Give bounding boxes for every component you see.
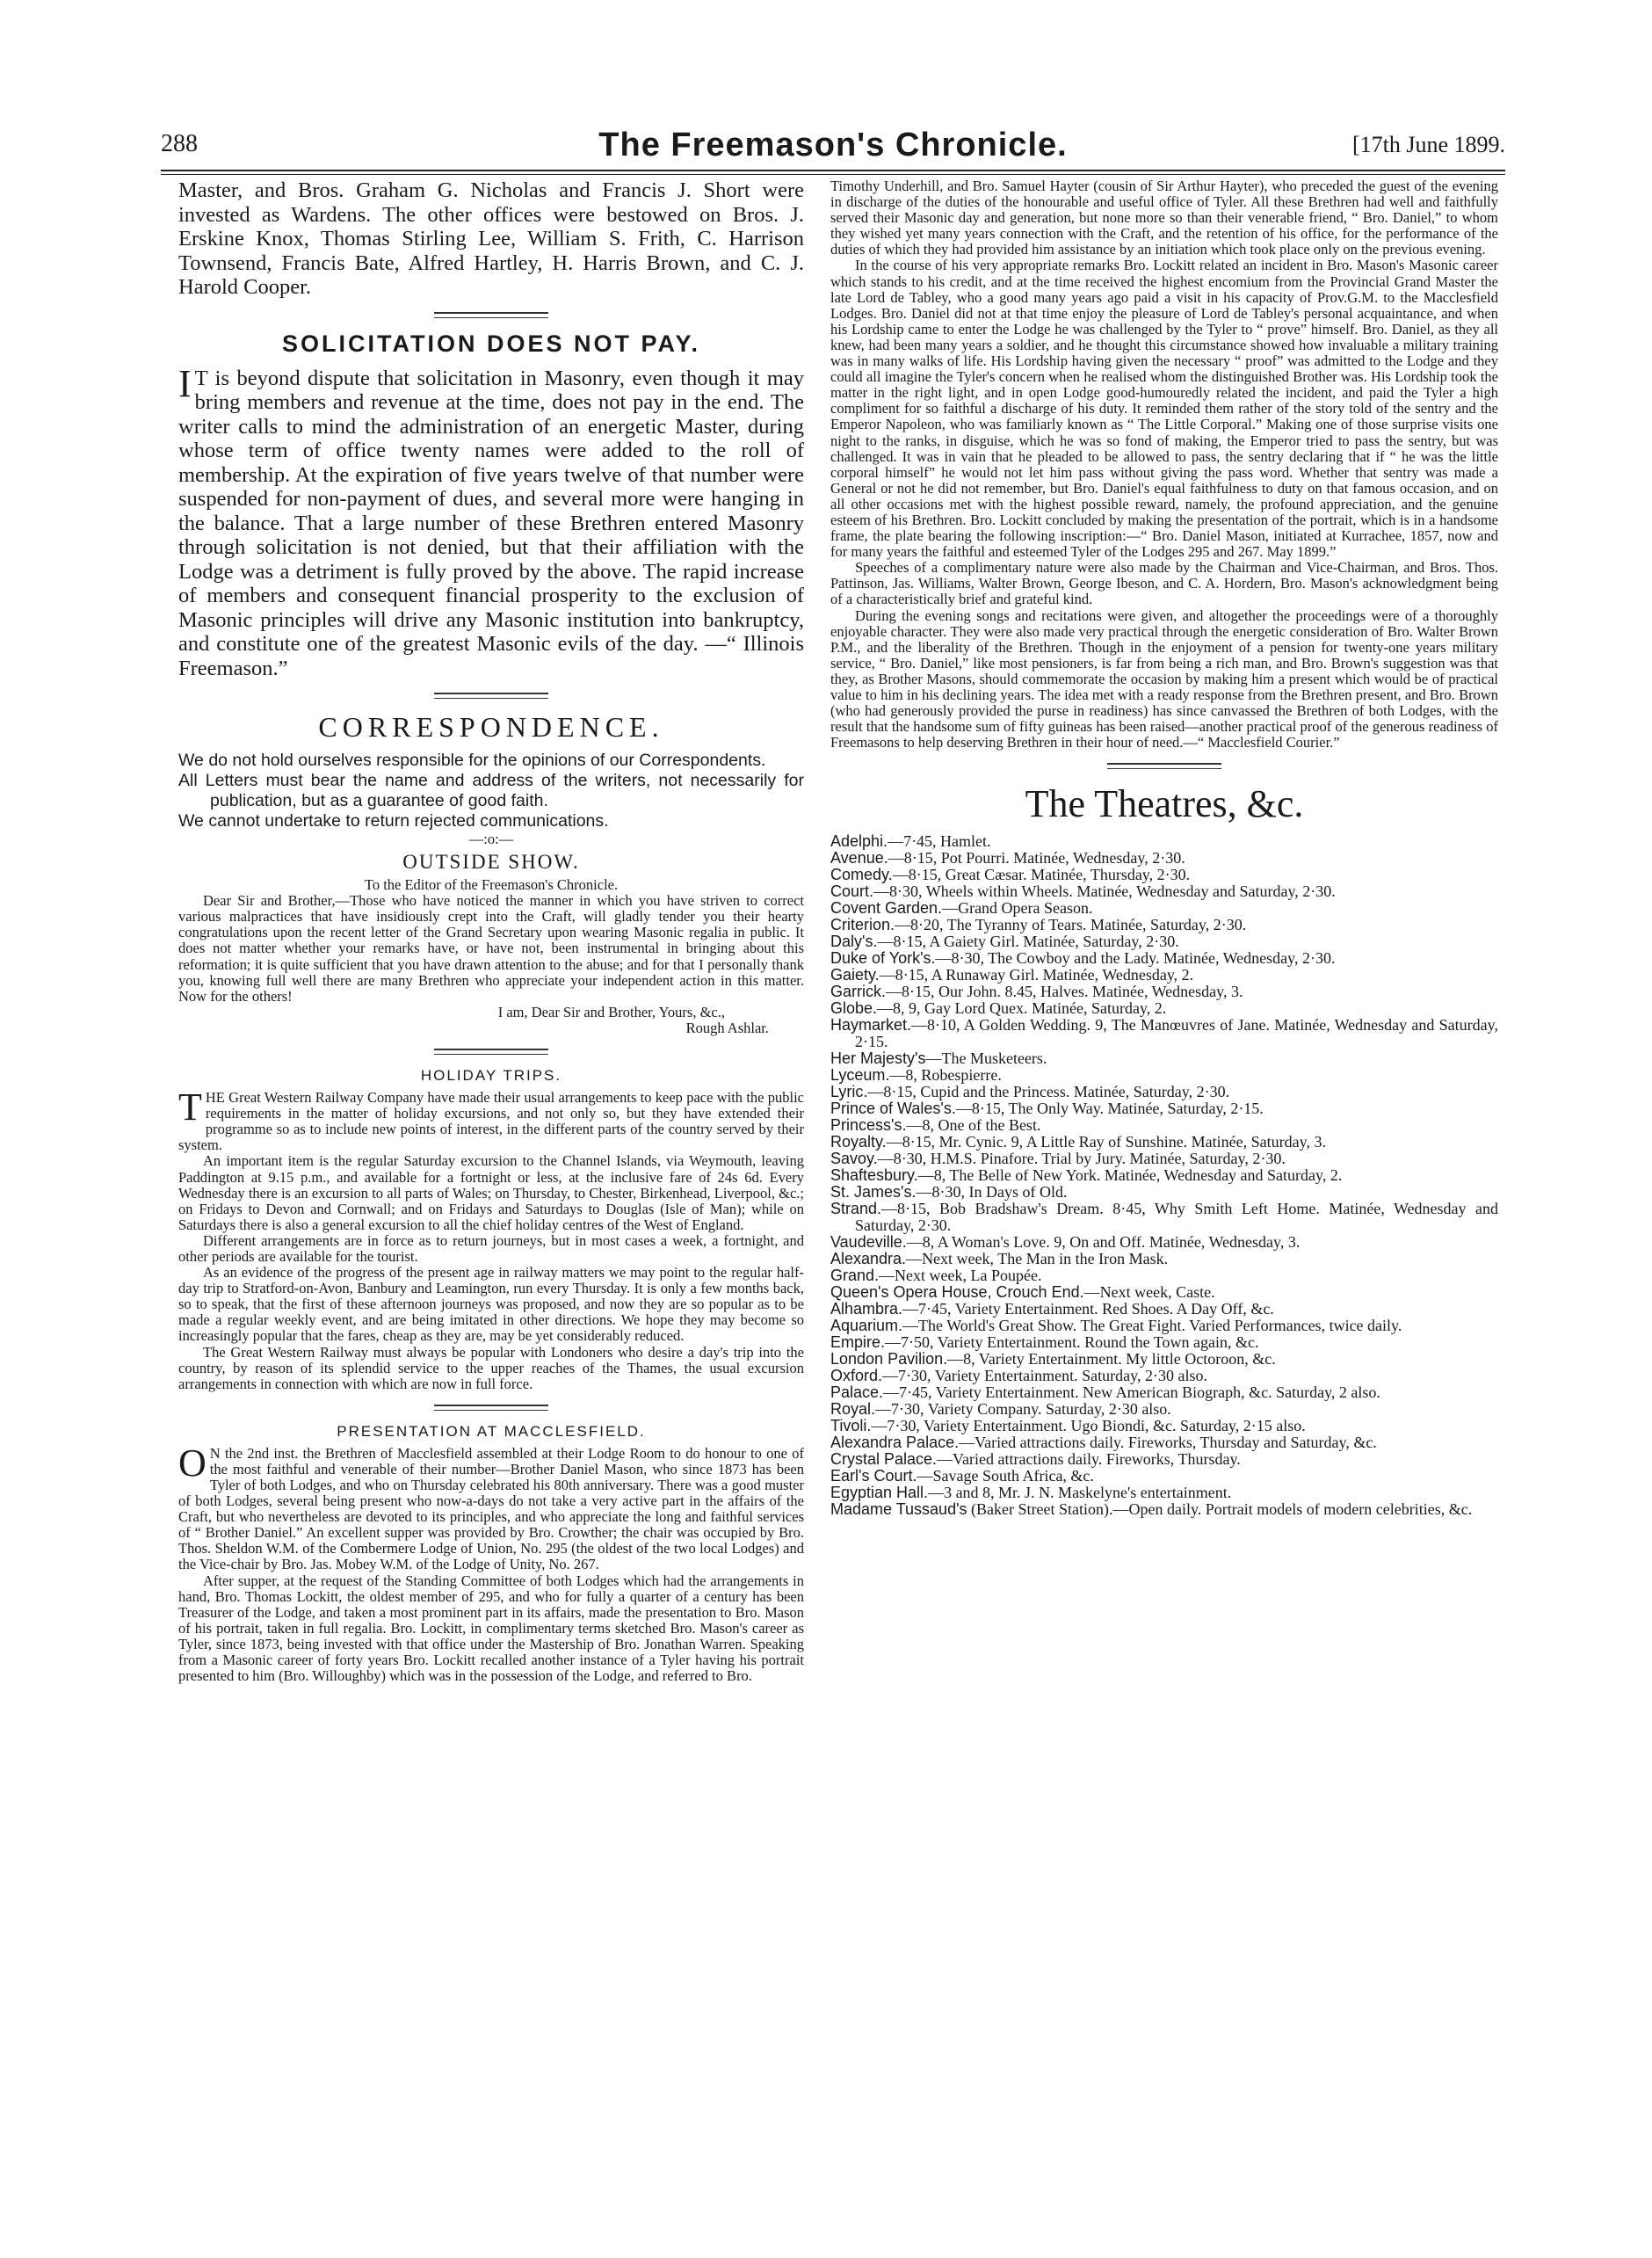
theatre-entry: Savoy.—8·30, H.M.S. Pinafore. Trial by Jury. Matinée, Saturday, 2·30. xyxy=(830,1150,1286,1168)
theatre-entry: Adelphi.—7·45, Hamlet. xyxy=(830,832,991,851)
disclaimer-1: We do not hold ourselves responsible for the opinions of our Correspondents. xyxy=(178,751,766,770)
theatre-entry: Oxford.—7·30, Variety Entertainment. Saturday, 2·30 also. xyxy=(830,1367,1207,1385)
theatre-entry: Egyptian Hall.—3 and 8, Mr. J. N. Maskelyne's entertainment. xyxy=(830,1484,1232,1502)
presentation-para-2: After supper, at the request of the Standing Committee of both Lodges which had the arrangements in hand, Bro. Thomas Lockitt, the oldest member of 295, and who for fully a quarter of a century has been Treasurer of the Lodge, and taken a most prominent part in its affairs, made the presentation to Bro. Mason of his portrait, taken in full regalia. Bro. Lockitt, in complimentary terms sketched Bro. Mason's career as Tyler, since 1873, being invested with that office under the Mastership of Bro. Jonathan Warren. Speaking from a Masonic career of forty years Bro. Lockitt recalled another instance of a Tyler having his portrait presented to him (Bro. Willoughby) which was in the possession of the Lodge, and referred to Bro. xyxy=(178,1572,804,1685)
page-header xyxy=(161,127,1505,169)
presentation-continued-3: Speeches of a complimentary nature were also made by the Chairman and Vice-Chairman, and Bros. Thos. Pattinson, Jas. Williams, Walter Brown, George Ibeson, and C. A. Hordern, Bro. Mason's acknowledgment being of a characteristically brief and grateful kind. xyxy=(830,559,1498,608)
right-column xyxy=(830,178,1498,1518)
theatre-entry: Vaudeville.—8, A Woman's Love. 9, On and Off. Matinée, Wednesday, 3. xyxy=(830,1233,1301,1252)
theatre-entry: Aquarium.—The World's Great Show. The Great Fight. Varied Performances, twice daily. xyxy=(830,1317,1402,1335)
drop-cap: T xyxy=(178,1085,202,1129)
holiday-trips-heading: HOLIDAY TRIPS. xyxy=(420,1067,562,1085)
theatre-entry: Strand.—8·15, Bob Bradshaw's Dream. 8·45, Why Smith Left Home. Matinée, Wednesday and Saturday, 2·30. xyxy=(830,1200,1498,1235)
theatre-entry: Garrick.—8·15, Our John. 8.45, Halves. Matinée, Wednesday, 3. xyxy=(830,983,1243,1001)
ornament: —:o:— xyxy=(468,831,514,847)
drop-cap: O xyxy=(178,1441,206,1485)
theatre-entry: St. James's.—8·30, In Days of Old. xyxy=(830,1183,1068,1202)
drop-cap: I xyxy=(178,361,192,405)
section-divider xyxy=(434,693,548,699)
continuation-paragraph: Master, and Bros. Graham G. Nicholas and Francis J. Short were invested as Wardens. The other offices were bestowed on Bros. J. Erskine Knox, Thomas Stirling Lee, William S. Frith, C. Harrison Townsend, Francis Bate, Alfred Hartley, H. Harris Brown, and C. J. Harold Cooper. xyxy=(178,178,804,299)
holiday-para-3: Different arrangements are in force as to return journeys, but in most cases a week, a fortnight, and other periods are available for the tourist. xyxy=(178,1231,804,1265)
theatre-entry: Grand.—Next week, La Poupée. xyxy=(830,1267,1042,1285)
theatre-entry: Lyceum.—8, Robespierre. xyxy=(830,1066,1002,1085)
presentation-continued-1: Timothy Underhill, and Bro. Samuel Hayter (cousin of Sir Arthur Hayter), who preceded the guest of the evening in discharge of the duties of the honourable and useful office of Tyler. All these Brethren had well and faithfully served their Masonic day and generation, but none more so than their venerable friend, “ Bro. Daniel,” to whom they wished yet many years connection with the Craft, and the retention of his office, for the performance of the duties of which they had provided him assistance by an initiation which took place only on the previous evening. xyxy=(830,178,1498,258)
issue-date: [17th June 1899. xyxy=(1351,132,1505,157)
holiday-para-2: An important item is the regular Saturday excursion to the Channel Islands, via Weymouth, leaving Paddington at 9.15 p.m., and available for a fortnight or less, at the inclusive fare of 24s 6d. Every Wednesday there is an excursion to all parts of Wales; on Thursday, to Chester, Birkenhead, Liverpool, &c.; on Fridays to Devon and Cornwall; and on Fridays and Saturdays to Douglas (Isle of Man); while on Saturdays there is also a general excursion to all the chief holiday centres of the West of England. xyxy=(178,1152,804,1233)
theatre-entry: Shaftesbury.—8, The Belle of New York. Matinée, Wednesday and Saturday, 2. xyxy=(830,1166,1343,1185)
disclaimer-2: All Letters must bear the name and address of the writers, not necessarily for publication, but as a guarantee of good faith. xyxy=(178,771,804,810)
theatre-entry: Avenue.—8·15, Pot Pourri. Matinée, Wednesday, 2·30. xyxy=(830,849,1185,868)
theatre-entry: Comedy.—8·15, Great Cæsar. Matinée, Thursday, 2·30. xyxy=(830,866,1191,884)
theatre-entry: Her Majesty's—The Musketeers. xyxy=(830,1049,1047,1068)
letter-closing: I am, Dear Sir and Brother, Yours, &c., xyxy=(497,1003,725,1020)
outside-show-heading: OUTSIDE SHOW. xyxy=(402,851,580,874)
letter-body: Dear Sir and Brother,—Those who have noticed the manner in which you have striven to correct various malpractices that have insidiously crept into the Craft, will gladly tender you their hearty congratulations upon the recent letter of the Grand Secretary upon wearing Masonic regalia in public. It does not matter whether your remarks have, or have not, been instrumental in bringing about this reformation; it is quite sufficient that you have drawn attention to the abuse; and for that I personally thank you, knowing full well there are many Brethren who appreciate your independent action in this matter. Now for the others! xyxy=(178,892,804,1005)
presentation-continued-2: In the course of his very appropriate remarks Bro. Lockitt related an incident in Bro. Mason's Masonic career which stands to his credit, and at the time received the highest encomium from the Provincial Grand Master the late Lord de Tabley, who a good many years ago paid a visit in his capacity of Prov.G.M. to the Macclesfield Lodges. Bro. Daniel did not at that time enjoy the pleasure of Lord de Tabley's personal acquaintance, and when his Lordship came to enter the Lodge he was challenged by the Tyler to “ prove” himself. Bro. Daniel, as they all knew, had been many years a soldier, and he thought this circumstance showed how invaluable a military training was in many walks of life. His Lordship having given the necessary “ proof” was admitted to the Lodge and they could all imagine the Tyler's concern when he realised whom the distinguished Brother was. His Lordship took the matter in the right light, and in open Lodge good-humouredly related the incident, and paid the Tyler a high compliment for so faithful a discharge of his duty. It reminded them rather of the story told of the sentry and the Emperor Napoleon, who was familiarly known as “ The Little Corporal.” Making one of those surprise visits one night to the ranks, in disguise, which he was so fond of making, the Emperor tried to pass the sentry, but was challenged. It was in vain that he pleaded to be allowed to pass, the sentry declaring that if “ he was the little corporal himself” he would not let him pass without giving the pass word. Whether that sentry was made a General or not he did not remember, but Bro. Daniel's equal faithfulness to duty on that famous occasion, and on all other occasions met with the highest possible reward, namely, the profound appreciation, and the genuine esteem of his Brethren. Bro. Lockitt concluded by making the presentation of the portrait, which is in a handsome frame, the plate bearing the following inscription:—“ Bro. Daniel Mason, initiated at Kurrachee, 1857, now and for many years the faithful and esteemed Tyler of the Lodges 295 and 267. May 1899.” xyxy=(830,257,1498,561)
letter-signature: Rough Ashlar. xyxy=(685,1019,769,1036)
theatre-entry: Tivoli.—7·30, Variety Entertainment. Ugo Biondi, &c. Saturday, 2·15 also. xyxy=(830,1417,1306,1435)
presentation-para-1: O N the 2nd inst. the Brethren of Macclesfield assembled at their Lodge Room to do honour to one of the most faithful and venerable of their number—Brother Daniel Mason, who since 1873 has been Tyler of both Lodges, and who on Thursday celebrated his 80th anniversary. There was a good muster of both Lodges, several being present who now-a-days do not take a very active part in the affairs of the Craft, but who nevertheless are devoted to its principles, and who appreciate the long and faithful services of “ Brother Daniel.” An excellent supper was provided by Bro. Crowther; the chair was occupied by Bro. Thos. Sheldon W.M. of the Combermere Lodge of Union, No. 295 (the oldest of the two local Lodges) and the Vice-chair by Bro. Jas. Mobey W.M. of the Lodge of Unity, No. 267. xyxy=(178,1441,804,1573)
theatre-entry: Crystal Palace.—Varied attractions daily. Fireworks, Thursday. xyxy=(830,1450,1241,1469)
holiday-para-5: The Great Western Railway must always be popular with Londoners who desire a day's trip into the country, by reason of its splendid service to the upper reaches of the Thames, the usual excursion arrangements in connection with which are now in full force. xyxy=(178,1343,804,1392)
theatre-entry: Earl's Court.—Savage South Africa, &c. xyxy=(830,1467,1094,1485)
correspondence-heading: CORRESPONDENCE. xyxy=(318,711,664,743)
disclaimer-3: We cannot undertake to return rejected communications. xyxy=(178,811,609,831)
solicitation-body: I T is beyond dispute that solicitation in Masonry, even though it may bring members and revenue at the time, does not pay in the end. The writer calls to mind the administration of an energetic Master, during whose term of office twenty names were added to the roll of membership. At the expiration of five years twelve of that number were suspended for non-payment of dues, and several more were hanging in the balance. That a large number of these Brethren entered Masonry through solicitation is not denied, but that their affiliation with the Lodge was a detriment is fully proved by the above. The rapid increase of members and consequent financial prosperity to the exclusion of Masonic principles will drive any Masonic institution into bankruptcy, and constitute one of the greatest Masonic evils of the day. —“ Illinois Freemason.” xyxy=(178,361,804,680)
theatre-entry: Princess's.—8, One of the Best. xyxy=(830,1116,1041,1135)
theatre-entry: Alexandra Palace.—Varied attractions daily. Fireworks, Thursday and Saturday, &c. xyxy=(830,1434,1377,1452)
theatre-entry: Royalty.—8·15, Mr. Cynic. 9, A Little Ray of Sunshine. Matinée, Saturday, 3. xyxy=(830,1133,1326,1151)
theatre-listings xyxy=(830,833,1498,1518)
theatre-entry: Criterion.—8·20, The Tyranny of Tears. Matinée, Saturday, 2·30. xyxy=(830,916,1247,934)
holiday-para-4: As an evidence of the progress of the present age in railway matters we may point to the regular half-day trip to Stratford-on-Avon, Banbury and Leamington, run every Thursday. It is only a few months back, so to speak, that the first of these afternoon journeys was proposed, and now they are so popular as to be made a regular weekly event, and are being imitated in other directions. We hope they may become so increasingly popular that the fares, cheap as they are, may be yet considerably reduced. xyxy=(178,1264,804,1345)
section-divider xyxy=(434,1049,548,1055)
theatre-entry: Covent Garden.—Grand Opera Season. xyxy=(830,899,1093,918)
holiday-para-1: THE Great Western Railway Company have made their usual arrangements to keep pace with the public requirements in the matter of holiday excursions, and not only so, but they have extended their programme so as to include new points of interest, in the different parts of the country served by their system. xyxy=(178,1085,804,1154)
theatre-entry: Prince of Wales's.—8·15, The Only Way. Matinée, Saturday, 2·15. xyxy=(830,1100,1264,1118)
theatre-entry: Lyric.—8·15, Cupid and the Princess. Matinée, Saturday, 2·30. xyxy=(830,1083,1230,1101)
theatre-entry: London Pavilion.—8, Variety Entertainment. My little Octoroon, &c. xyxy=(830,1350,1276,1369)
section-divider xyxy=(434,1405,548,1411)
section-divider xyxy=(434,312,548,318)
theatre-entry: Gaiety.—8·15, A Runaway Girl. Matinée, Wednesday, 2. xyxy=(830,966,1194,984)
theatre-entry: Empire.—7·50, Variety Entertainment. Round the Town again, &c. xyxy=(830,1333,1259,1352)
left-column xyxy=(178,178,804,1684)
page-number: 288 xyxy=(161,130,198,157)
theatre-entry: Duke of York's.—8·30, The Cowboy and the Lady. Matinée, Wednesday, 2·30. xyxy=(830,949,1336,968)
publication-title: The Freemason's Chronicle. xyxy=(598,127,1068,163)
theatre-entry: Haymarket.—8·10, A Golden Wedding. 9, The Manœuvres of Jane. Matinée, Wednesday and Saturday, 2·15. xyxy=(830,1016,1498,1051)
theatre-entry: Globe.—8, 9, Gay Lord Quex. Matinée, Saturday, 2. xyxy=(830,999,1167,1018)
theatre-entry: Daly's.—8·15, A Gaiety Girl. Matinée, Saturday, 2·30. xyxy=(830,933,1179,951)
theatre-entry: Royal.—7·30, Variety Company. Saturday, 2·30 also. xyxy=(830,1400,1171,1419)
solicitation-heading: SOLICITATION DOES NOT PAY. xyxy=(281,330,701,357)
presentation-continued-4: During the evening songs and recitations were given, and altogether the proceedings were of a thoroughly enjoyable character. They were also made very practical through the energetic consideration of Bro. Walter Brown P.M., and the liberality of the Brethren. Though in the enjoyment of a pension for twenty-one years military service, “ Bro. Daniel,” like most pensioners, is far from being a rich man, and Bro. Brown's suggestion was that they, as Brother Masons, should commemorate the occasion by making him a present which would be of practical value to him in his declining years. The idea met with a ready response from the Brethren present, and Bro. Brown (who had generously provided the purse in readiness) has since canvassed the Brethren of both Lodges, with the result that the handsome sum of fifty guineas has been raised—another practical proof of the generous readiness of Freemasons to help deserving Brethren in their hour of need.—“ Macclesfield Courier.” xyxy=(830,606,1498,751)
theatre-entry: Queen's Opera House, Crouch End.—Next week, Caste. xyxy=(830,1283,1215,1302)
theatre-entry: Palace.—7·45, Variety Entertainment. New American Biograph, &c. Saturday, 2 also. xyxy=(830,1383,1380,1402)
header-rule xyxy=(161,170,1505,175)
theatre-entry: Court.—8·30, Wheels within Wheels. Matinée, Wednesday and Saturday, 2·30. xyxy=(830,882,1336,901)
section-divider xyxy=(1107,763,1221,769)
editor-address: To the Editor of the Freemason's Chronicle. xyxy=(364,876,619,894)
theatres-heading: The Theatres, &c. xyxy=(1025,782,1304,826)
theatre-entry: Alhambra.—7·45, Variety Entertainment. Red Shoes. A Day Off, &c. xyxy=(830,1300,1274,1318)
theatre-entry: Alexandra.—Next week, The Man in the Iron Mask. xyxy=(830,1250,1169,1268)
theatre-entry: Madame Tussaud's (Baker Street Station).—Open daily. Portrait models of modern celebrities, &c. xyxy=(830,1500,1473,1519)
presentation-heading: PRESENTATION AT MACCLESFIELD. xyxy=(337,1422,646,1440)
